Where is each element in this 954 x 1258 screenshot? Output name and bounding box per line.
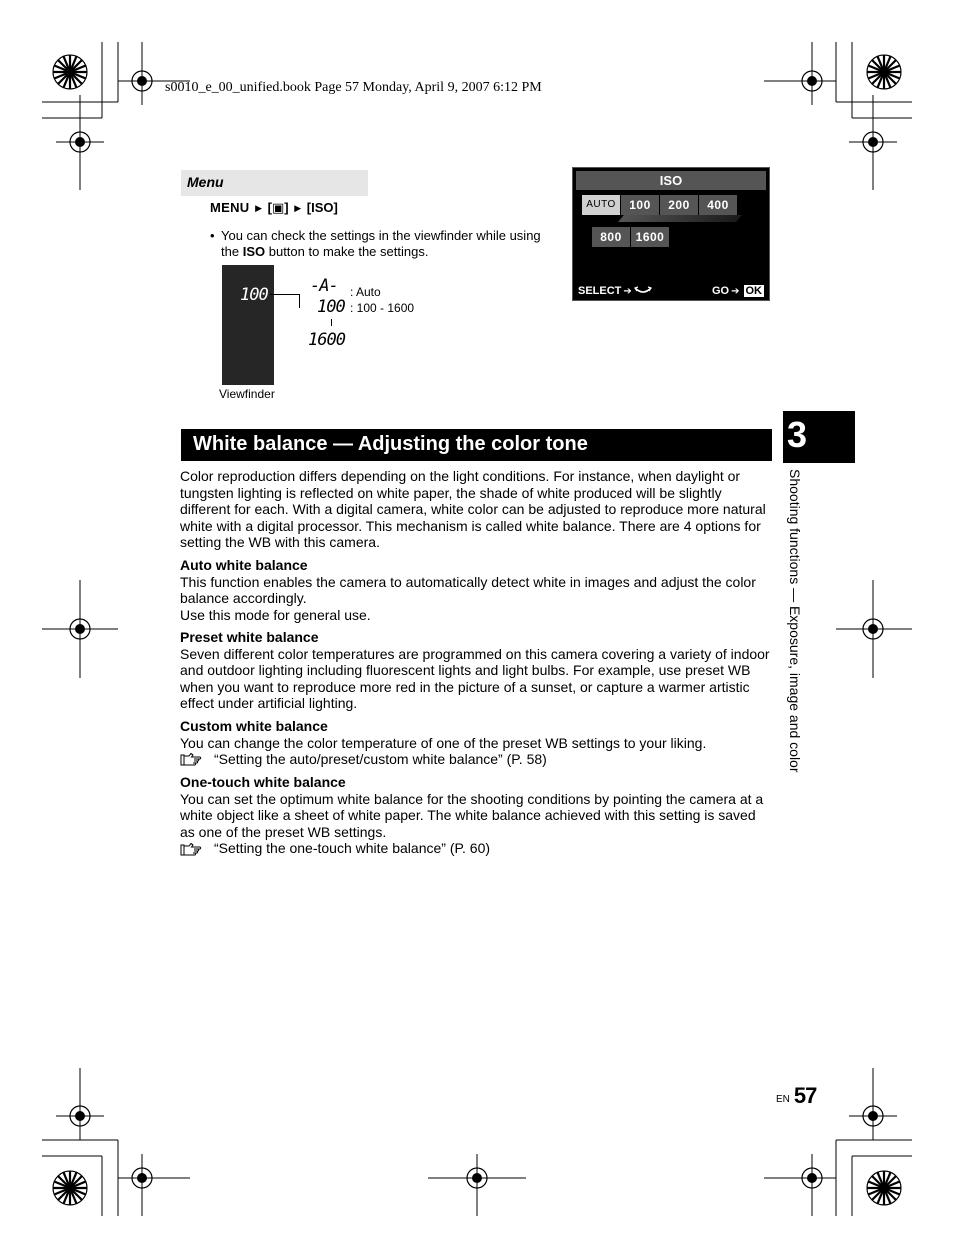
section-title: White balance — Adjusting the color tone (193, 433, 588, 455)
menu-path-icon: [▣] (267, 200, 289, 215)
body-intro (180, 468, 772, 551)
iso-option-800[interactable]: 800 (592, 227, 630, 247)
iso-button-word: ISO (242, 244, 266, 259)
language-code: EN (776, 1094, 790, 1105)
callout-line (270, 294, 300, 295)
auto-wb-text: This function enables the camera to automatically detect white in images and adjust the color balance accordingly. (180, 573, 756, 607)
arrow-right-icon: ➔ (623, 285, 632, 297)
pointing-hand-icon (180, 752, 202, 766)
menu-path-menu: MENU (210, 200, 250, 215)
chapter-number: 3 (787, 414, 808, 455)
range-label: : 100 - 1600 (350, 301, 415, 315)
page-number-value: 57 (793, 1083, 817, 1108)
viewfinder-panel (222, 265, 274, 385)
preset-wb-title: Preset white balance (180, 629, 319, 645)
iso-option-auto[interactable]: AUTO (582, 195, 620, 215)
pointing-hand-icon (180, 842, 202, 856)
auto-wb-block (180, 557, 772, 623)
go-hint (712, 285, 764, 297)
onetouch-wb-reference-text: “Setting the one-touch white balance” (P. 60) (214, 840, 491, 857)
chevron-right-icon: ▶ (294, 203, 302, 213)
chapter-side-label: Shooting functions — Exposure, image and color (787, 469, 803, 773)
iso-options-row-1 (582, 195, 738, 215)
menu-label-box (181, 170, 368, 196)
dial-icon (634, 286, 652, 296)
menu-note-suffix: button to make the settings. (268, 244, 429, 259)
auto-wb-title: Auto white balance (180, 557, 308, 573)
preset-wb-block (180, 629, 772, 712)
custom-wb-reference-text: “Setting the auto/preset/custom white balance” (P. 58) (214, 751, 547, 768)
iso-menu-screen (572, 167, 770, 301)
preset-wb-text: Seven different color temperatures are programmed on this camera covering a variety of indoor and outdoor lighting including fluorescent lights and light bulbs. For example, use preset WB when you want to reproduce more red in the picture of a sunset, or capture a warmer artistic effect under artificial lighting. (180, 645, 770, 712)
onetouch-wb-reference[interactable] (180, 840, 772, 857)
iso-option-1600[interactable]: 1600 (631, 227, 669, 247)
print-header: s0010_e_00_unified.book Page 57 Monday, April 9, 2007 6:12 PM (165, 80, 542, 95)
custom-wb-title: Custom white balance (180, 718, 328, 734)
ok-button[interactable]: OK (745, 285, 762, 297)
iso-options-row-2 (592, 227, 670, 247)
lcd-min: 100 (317, 297, 345, 317)
select-label: SELECT (578, 285, 622, 297)
auto-label: : Auto (350, 285, 381, 299)
intro-paragraph: Color reproduction differs depending on the light conditions. For instance, when daylight or tungsten lighting is reflected on white paper, the shade of white produced will be slightly different for each. With a digital camera, white color can be adjusted to reproduce more natural white with a digital processor. This mechanism is called white balance. There are 4 options for setting the WB with this camera. (180, 468, 766, 551)
iso-option-100[interactable]: 100 (621, 195, 659, 215)
go-label: GO (711, 285, 730, 297)
iso-option-400[interactable]: 400 (699, 195, 737, 215)
custom-wb-reference[interactable] (180, 751, 772, 768)
select-hint (578, 285, 652, 297)
section-title-bar (181, 429, 772, 461)
onetouch-wb-text: You can set the optimum white balance for the shooting conditions by pointing the camera at a white object like a sheet of white paper. The white balance achieved with this setting is saved as one of the preset WB settings. (180, 790, 764, 840)
auto-wb-text-2: Use this mode for general use. (180, 606, 371, 623)
iso-row-connector (618, 215, 742, 222)
viewfinder-caption: Viewfinder (219, 387, 275, 401)
onetouch-wb-block (180, 774, 772, 857)
range-tick (331, 319, 332, 326)
viewfinder-iso-value: 100 (240, 285, 268, 305)
page-number (776, 1083, 816, 1109)
callout-line (299, 294, 300, 308)
onetouch-wb-title: One-touch white balance (180, 774, 346, 790)
iso-option-200[interactable]: 200 (660, 195, 698, 215)
menu-path-item: [ISO] (306, 200, 338, 215)
chapter-tab (783, 411, 855, 463)
iso-screen-title: ISO (576, 171, 766, 190)
menu-note (210, 228, 560, 260)
menu-note-prefix: You can check the settings in the viewfinder while using the (221, 228, 541, 259)
bullet-icon: • (210, 228, 215, 243)
custom-wb-block (180, 718, 772, 768)
chevron-right-icon: ▶ (255, 203, 263, 213)
arrow-right-icon: ➔ (731, 285, 740, 297)
lcd-max: 1600 (308, 330, 345, 350)
menu-path (210, 200, 338, 216)
menu-label: Menu (187, 174, 224, 190)
custom-wb-text: You can change the color temperature of one of the preset WB settings to your liking. (180, 734, 707, 751)
lcd-auto: -A- (310, 276, 338, 296)
